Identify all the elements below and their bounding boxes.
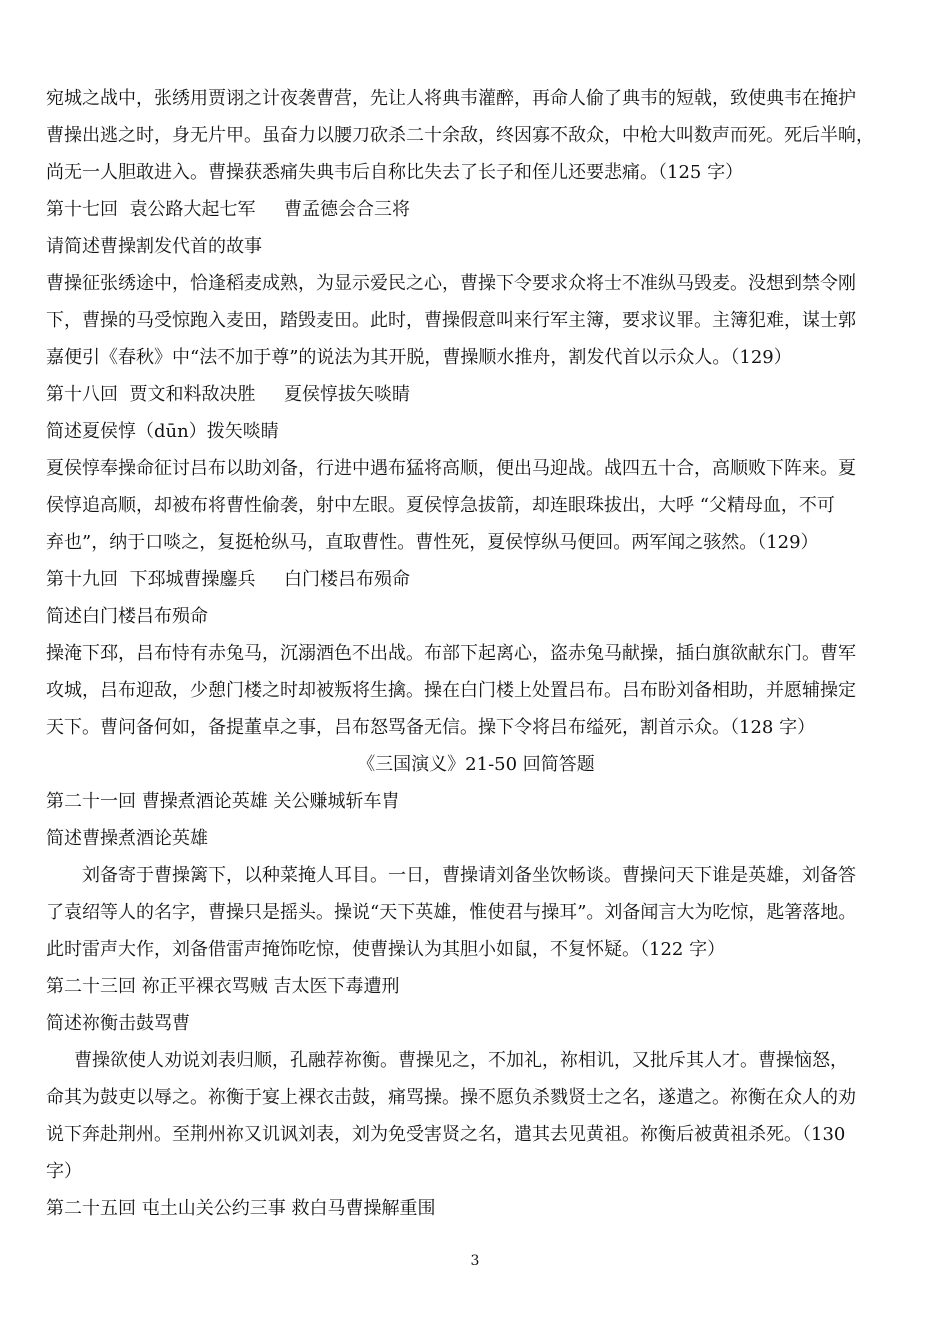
chapter-heading: 第二十一回 曹操煮酒论英雄 关公赚城斩车胄	[46, 791, 400, 812]
paragraph-line: 侯惇追高顺，却被布将曹性偷袭，射中左眼。夏侯惇急拔箭，却连眼珠拔出，大呼 “父精母血，不可	[46, 495, 835, 516]
paragraph-line: 弃也”，纳于口啖之，复挺枪纵马，直取曹性。曹性死，夏侯惇纵马便回。两军闻之骇然。（129）	[46, 532, 819, 553]
paragraph-line: 命其为鼓吏以辱之。祢衡于宴上裸衣击鼓，痛骂操。操不愿负杀戮贤士之名，遂遣之。祢衡在众人的劝	[46, 1087, 856, 1108]
chapter-heading: 第十七回 袁公路大起七军 曹孟德会合三将	[46, 199, 411, 220]
paragraph-line: 操淹下邳，吕布恃有赤兔马，沉溺酒色不出战。布部下起离心，盗赤兔马献操，插白旗欲献东门。曹军	[46, 643, 856, 664]
question-line: 简述白门楼吕布殒命	[46, 606, 208, 627]
chapter-heading: 第二十五回 屯土山关公约三事 救白马曹操解重围	[46, 1198, 436, 1219]
chapter-heading: 第二十三回 祢正平裸衣骂贼 吉太医下毒遭刑	[46, 976, 400, 997]
paragraph-line: 此时雷声大作，刘备借雷声掩饰吃惊，使曹操认为其胆小如鼠，不复怀疑。（122 字）	[46, 939, 726, 960]
paragraph-line: 天下。曹问备何如，备提董卓之事，吕布怒骂备无信。操下令将吕布缢死，割首示众。（128 字）	[46, 717, 816, 738]
question-line: 简述曹操煮酒论英雄	[46, 828, 208, 849]
question-line: 简述祢衡击鼓骂曹	[46, 1013, 190, 1034]
paragraph-line: 下，曹操的马受惊跑入麦田，踏毁麦田。此时，曹操假意叫来行军主簿，要求议罪。主簿犯难，谋士郭	[46, 310, 856, 331]
page-number: 3	[470, 1253, 480, 1269]
section-title: 《三国演义》21-50 回简答题	[357, 754, 595, 775]
paragraph-line: 字）	[46, 1161, 82, 1182]
paragraph-line: 宛城之战中，张绣用贾诩之计夜袭曹营，先让人将典韦灌醉，再命人偷了典韦的短戟，致使典韦在掩护	[46, 88, 856, 109]
paragraph-line: 说下奔赴荆州。至荆州祢又讥讽刘表，刘为免受害贤之名，遣其去见黄祖。祢衡后被黄祖杀死。（130	[46, 1124, 846, 1145]
paragraph-line: 尚无一人胆敢进入。曹操获悉痛失典韦后自称比失去了长子和侄儿还要悲痛。（125 字）	[46, 162, 744, 183]
paragraph-line: 嘉便引《春秋》中“法不加于尊”的说法为其开脱，曹操顺水推舟，割发代首以示众人。（129）	[46, 347, 792, 368]
paragraph-line: 夏侯惇奉操命征讨吕布以助刘备，行进中遇布猛将高顺，便出马迎战。战四五十合，高顺败下阵来。夏	[46, 458, 856, 479]
chapter-heading: 第十八回 贾文和料敌决胜 夏侯惇拔矢啖睛	[46, 384, 411, 405]
paragraph-line: 曹操欲使人劝说刘表归顺，孔融荐祢衡。曹操见之，不加礼，祢相讥，又批斥其人才。曹操恼怒，	[74, 1050, 848, 1071]
paragraph-line: 曹操征张绣途中，恰逢稻麦成熟，为显示爱民之心，曹操下令要求众将士不准纵马毁麦。没想到禁令刚	[46, 273, 856, 294]
question-line: 请简述曹操割发代首的故事	[46, 236, 262, 257]
paragraph-line: 刘备寄于曹操篱下，以种菜掩人耳目。一日，曹操请刘备坐饮畅谈。曹操问天下谁是英雄，刘备答	[82, 865, 856, 886]
paragraph-line: 了袁绍等人的名字，曹操只是摇头。操说“天下英雄，惟使君与操耳”。刘备闻言大为吃惊，匙箸落地。	[46, 902, 857, 923]
question-line: 简述夏侯惇（dūn）拨矢啖睛	[46, 421, 279, 442]
paragraph-line: 攻城，吕布迎敌，少憩门楼之时却被叛将生擒。操在白门楼上处置吕布。吕布盼刘备相助，并愿辅操定	[46, 680, 856, 701]
chapter-heading: 第十九回 下邳城曹操鏖兵 白门楼吕布殒命	[46, 569, 411, 590]
document-body	[46, 84, 906, 1231]
paragraph-line: 曹操出逃之时，身无片甲。虽奋力以腰刀砍杀二十余敌，终因寡不敌众，中枪大叫数声而死。死后半晌，	[46, 125, 874, 146]
